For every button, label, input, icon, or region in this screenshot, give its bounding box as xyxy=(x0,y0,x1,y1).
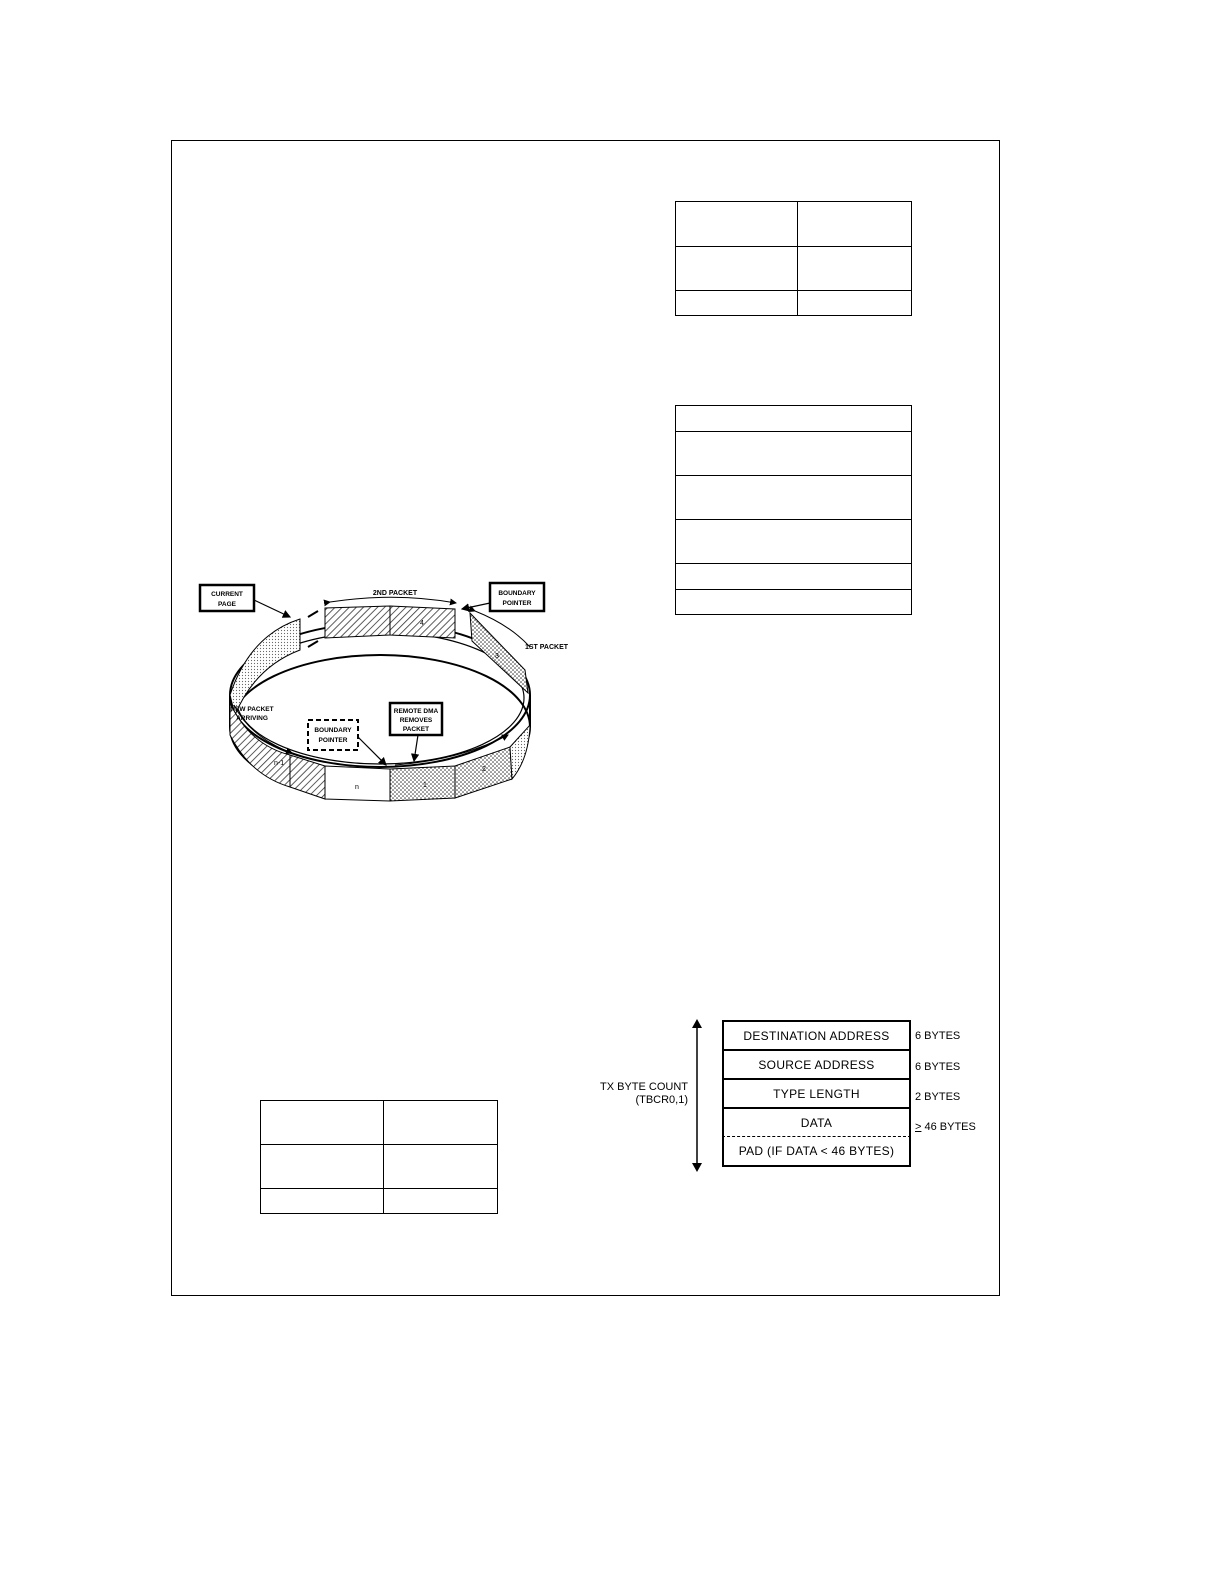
size-data-value: 46 BYTES xyxy=(924,1121,976,1133)
current-page-label: CURRENT xyxy=(211,591,243,598)
packet-format-table xyxy=(722,1020,911,1167)
packet-row-type-length: TYPE LENGTH xyxy=(722,1080,911,1109)
remote-dma-label: PACKET xyxy=(402,726,430,733)
current-page-label: PAGE xyxy=(218,601,236,608)
boundary-pointer-label: POINTER xyxy=(502,600,532,607)
boundary-pointer-dashed-label: BOUNDARY xyxy=(314,727,352,734)
tx-label-line2: (TBCR0,1) xyxy=(635,1094,688,1106)
size-destination: 6 BYTES xyxy=(915,1030,961,1042)
size-source: 6 BYTES xyxy=(915,1061,961,1073)
packet-row-source: SOURCE ADDRESS xyxy=(722,1051,911,1080)
size-type-length: 2 BYTES xyxy=(915,1091,961,1103)
packet-row-data: DATA xyxy=(722,1109,911,1137)
segment-label: 1 xyxy=(423,782,427,789)
packet-row-pad: PAD (IF DATA < 46 BYTES) xyxy=(722,1137,911,1167)
remote-dma-label: REMOTE DMA xyxy=(393,708,439,715)
boundary-pointer-dashed-label: POINTER xyxy=(318,737,348,744)
packet-row-destination: DESTINATION ADDRESS xyxy=(722,1020,911,1051)
segment-label: 3 xyxy=(495,653,499,660)
new-packet-label: NEW PACKET xyxy=(230,706,274,713)
tx-byte-count-label xyxy=(600,1081,688,1107)
size-data xyxy=(915,1121,976,1133)
second-packet-label: 2ND PACKET xyxy=(372,590,418,597)
empty-table-middle xyxy=(675,405,912,615)
segment-label: n-1 xyxy=(274,760,285,767)
tx-label-line1: TX BYTE COUNT xyxy=(600,1081,689,1093)
ring-buffer-diagram xyxy=(190,575,570,820)
empty-table-bottom xyxy=(260,1100,498,1214)
remote-dma-label: REMOVES xyxy=(399,717,433,724)
empty-table-top xyxy=(675,201,912,316)
new-packet-label: ARRIVING xyxy=(236,715,268,722)
boundary-pointer-label: BOUNDARY xyxy=(498,590,536,597)
segment-label: n xyxy=(355,784,359,791)
first-packet-label: 1ST PACKET xyxy=(525,644,569,651)
segment-label: 4 xyxy=(420,620,424,627)
tx-byte-count-arrow xyxy=(688,1018,708,1173)
segment-label: 2 xyxy=(482,766,486,773)
geq-symbol: > xyxy=(915,1121,922,1133)
